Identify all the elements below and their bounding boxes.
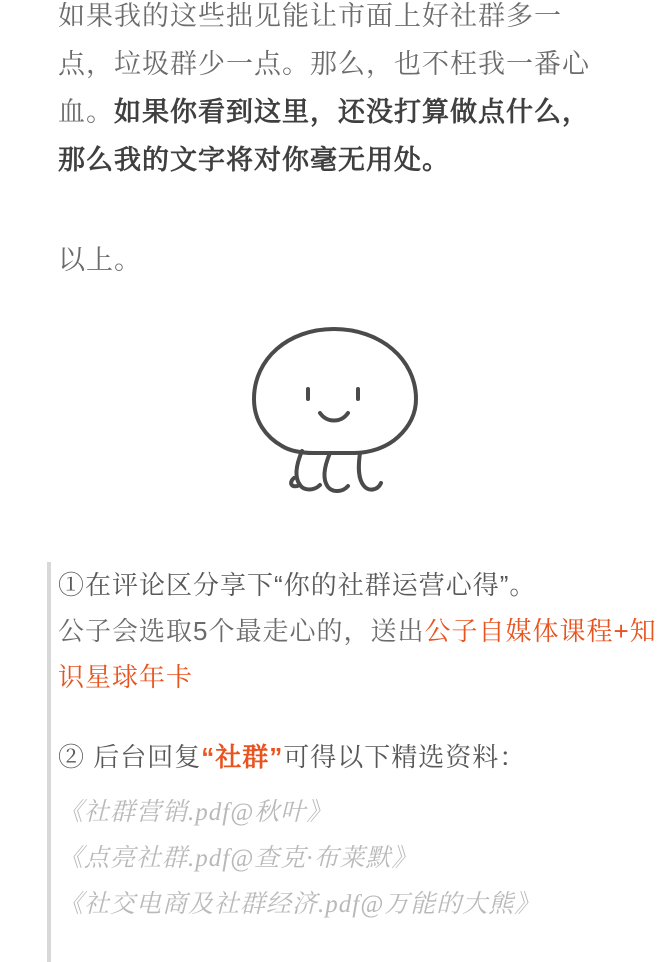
paragraph-bold-text: 如果你看到这里，还没打算做点什么，那么我的文字将对你毫无用处。: [58, 97, 590, 175]
article-intro-block: [0, 0, 667, 284]
list-item: 《社交电商及社群经济.pdf@万能的大熊》: [58, 891, 541, 918]
item-1-text-before: 在评论区分享下: [85, 570, 275, 600]
blob-character-illustration: [0, 310, 667, 510]
resource-file-list: [58, 790, 667, 928]
item-2-marker: ②: [58, 742, 86, 772]
quote-bar-divider: [47, 562, 51, 962]
callout-item-1-line-2: [58, 608, 667, 700]
list-item: 《点亮社群.pdf@查克·布莱默》: [58, 845, 418, 872]
item-1-prize-highlight: 公子自媒体课程+知识星球年卡: [58, 616, 657, 692]
item-2-text-before: 后台回复: [85, 742, 202, 772]
blob-character-icon: [224, 315, 444, 505]
callout-spacer: [58, 700, 667, 734]
callout-item-2-line-1: [58, 734, 667, 780]
callout-item-1-line-1: [58, 562, 667, 608]
paragraph-conclusion: [58, 0, 609, 184]
item-2-text-after: 可得以下精选资料：: [283, 742, 527, 772]
item-1-marker: ①: [58, 570, 86, 600]
paragraph-normal-text: 如果我的这些拙见能让市面上好社群多一点，垃圾群少一点。那么，也不枉我一番心血。: [58, 1, 590, 127]
callout-section: [0, 562, 667, 928]
paragraph-signoff: 以上。: [58, 245, 142, 275]
item-1-prize-intro: 公子会选取5个最走心的，送出: [58, 616, 425, 646]
item-1-text-after: 。: [509, 570, 537, 600]
list-item: 《社群营销.pdf@秋叶》: [58, 799, 333, 826]
item-1-quoted-text: “你的社群运营心得”: [274, 570, 510, 600]
item-2-keyword-highlight: “社群”: [201, 742, 284, 772]
